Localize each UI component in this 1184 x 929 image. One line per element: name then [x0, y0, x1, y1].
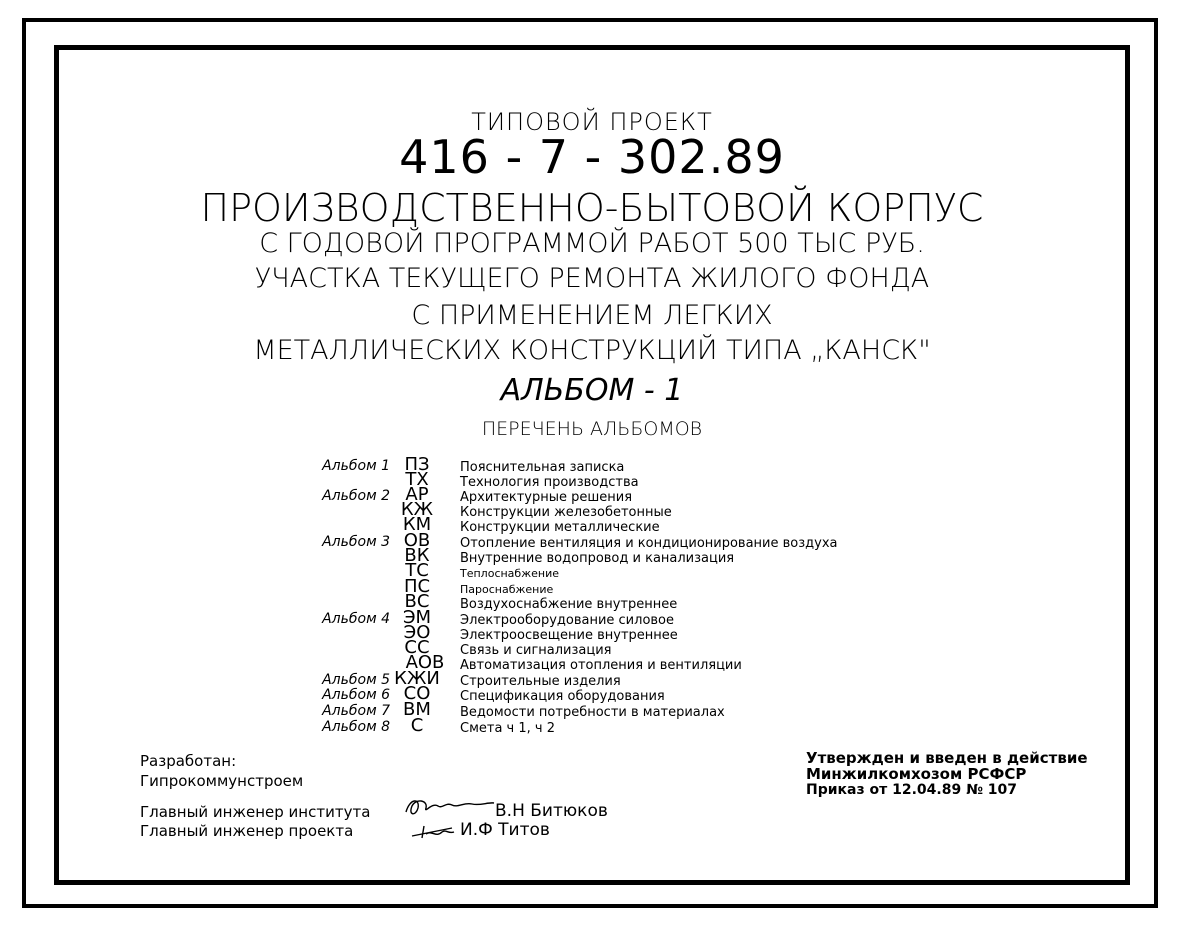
- chief-engineer-project-label: Главный инженер проекта: [140, 822, 354, 840]
- album-description: Связь и сигнализация: [460, 643, 612, 658]
- album-description: Пояснительная записка: [460, 460, 625, 475]
- album-description: Автоматизация отопления и вентиляции: [460, 658, 742, 673]
- signature-titov: [408, 820, 458, 848]
- title-line-2: С ГОДОВОЙ ПРОГРАММОЙ РАБОТ 500 ТЫС РУБ.: [259, 228, 925, 259]
- chief-engineer-institute-name: В.Н Битюков: [495, 801, 608, 821]
- album-code: ТС: [405, 560, 429, 581]
- title-line-5: МЕТАЛЛИЧЕСКИХ КОНСТРУКЦИЙ ТИПА „КАНСК": [253, 335, 931, 366]
- album-title: АЛЬБОМ - 1: [500, 373, 684, 408]
- album-number: Альбом 5: [322, 672, 390, 688]
- album-code: ПС: [403, 576, 431, 597]
- album-number: Альбом 7: [322, 703, 390, 719]
- album-code: ВМ: [403, 699, 431, 720]
- album-description: Электроосвещение внутреннее: [460, 628, 678, 643]
- album-description: Строительные изделия: [460, 674, 621, 689]
- type-label: ТИПОВОЙ ПРОЕКТ: [471, 108, 713, 136]
- album-description: Пароснабжение: [460, 583, 554, 596]
- album-description: Спецификация оборудования: [460, 689, 665, 704]
- approval-line-1: Утвержден и введен в действие: [806, 749, 1088, 767]
- album-number: Альбом 1: [322, 458, 390, 474]
- chief-engineer-institute-label: Главный инженер института: [140, 803, 371, 821]
- album-code: ОВ: [403, 530, 431, 551]
- title-line-4: С ПРИМЕНЕНИЕМ ЛЕГКИХ: [411, 300, 773, 331]
- project-number: 416 - 7 - 302.89: [399, 130, 785, 184]
- album-description: Теплоснабжение: [460, 567, 559, 580]
- album-code: ЭМ: [402, 607, 432, 628]
- album-code: АОВ: [405, 652, 445, 673]
- album-description: Технология производства: [460, 475, 639, 490]
- album-number: Альбом 3: [322, 534, 390, 550]
- album-number: Альбом 2: [322, 488, 390, 504]
- album-code: ВС: [404, 591, 430, 612]
- album-number: Альбом 6: [322, 687, 390, 703]
- album-description: Архитектурные решения: [460, 490, 633, 505]
- album-description: Смета ч 1, ч 2: [460, 721, 555, 736]
- album-code: ТХ: [405, 469, 429, 490]
- album-description: Ведомости потребности в материалах: [460, 705, 725, 720]
- album-code: ПЗ: [404, 454, 430, 475]
- album-code: СС: [404, 637, 430, 658]
- album-description: Конструкции металлические: [460, 520, 660, 535]
- album-code: ЭО: [403, 622, 431, 643]
- title-line-1: ПРОИЗВОДСТВЕННО-БЫТОВОЙ КОРПУС: [200, 186, 984, 230]
- album-code: СО: [403, 683, 431, 704]
- album-number: Альбом 8: [322, 719, 390, 735]
- approval-line-2: Минжилкомхозом РСФСР: [806, 765, 1027, 783]
- album-description: Воздухоснабжение внутреннее: [460, 597, 678, 612]
- album-description: Отопление вентиляция и кондиционирование воздуха: [460, 536, 838, 551]
- album-code: КЖИ: [394, 668, 440, 689]
- list-title: ПЕРЕЧЕНЬ АЛЬБОМОВ: [481, 418, 703, 440]
- album-description: Внутренние водопровод и канализация: [460, 551, 735, 566]
- album-code: КЖ: [400, 499, 434, 520]
- album-description: Электрооборудование силовое: [460, 613, 675, 628]
- developer-label: Разработан:: [140, 752, 237, 770]
- album-code: КМ: [402, 514, 432, 535]
- album-code: АР: [405, 484, 429, 505]
- approval-line-3: Приказ от 12.04.89 № 107: [806, 782, 1018, 798]
- chief-engineer-project-name: И.Ф Титов: [460, 820, 550, 840]
- title-line-3: УЧАСТКА ТЕКУЩЕГО РЕМОНТА ЖИЛОГО ФОНДА: [254, 263, 930, 294]
- album-number: Альбом 4: [322, 611, 390, 627]
- album-description: Конструкции железобетонные: [460, 505, 672, 520]
- album-code: С: [410, 715, 424, 736]
- developer-org: Гипрокоммунстроем: [140, 772, 304, 790]
- album-code: ВК: [404, 545, 430, 566]
